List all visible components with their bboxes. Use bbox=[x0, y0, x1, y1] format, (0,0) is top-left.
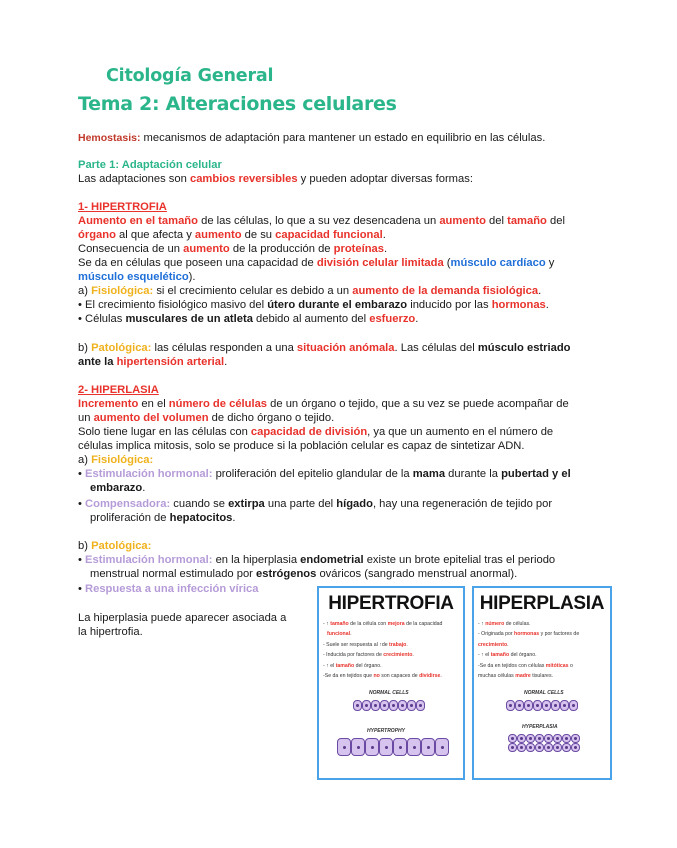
hiperplasia-note-1: La hiperplasia puede aparecer asociada a bbox=[78, 612, 287, 624]
hyperplasia-cells-row bbox=[508, 743, 580, 752]
hipertrofia-card-line-1: - ↑ tamaño de la célula con mejora de la capacidad bbox=[323, 621, 443, 627]
normal-cell bbox=[353, 700, 362, 711]
hiperplasia-card-line-2: - Originada por hormonas y por factores de bbox=[478, 631, 580, 637]
doc-title: Citología General bbox=[106, 66, 274, 86]
hiperplasia-card-line-6: muchas células madre tisulares. bbox=[478, 673, 553, 679]
normal-cells-row bbox=[353, 700, 425, 711]
hyperplastic-cell bbox=[508, 743, 517, 752]
hypertrophy-cells-row bbox=[337, 738, 449, 756]
hyperplastic-cell bbox=[526, 734, 535, 743]
hipertrofia-card-title: HIPERTROFIA bbox=[328, 593, 454, 614]
hyperplastic-cell bbox=[571, 743, 580, 752]
hiperplasia-line-6: • Estimulación hormonal: proliferación del epitelio glandular de la mama durante la pubertad y el bbox=[78, 468, 571, 480]
hipertrofia-line-8: • Células musculares de un atleta debido al aumento del esfuerzo. bbox=[78, 313, 419, 325]
hipertrofia-line-7: • El crecimiento fisiológico masivo del útero durante el embarazo inducido por las hormonas. bbox=[78, 299, 549, 311]
normal-cell bbox=[560, 700, 569, 711]
hypertrophic-cell bbox=[407, 738, 421, 756]
hyperplastic-cell bbox=[535, 734, 544, 743]
hypertrophic-cell bbox=[337, 738, 351, 756]
hypertrophic-cell bbox=[393, 738, 407, 756]
hipertrofia-line-2: órgano al que afecta y aumento de su capacidad funcional. bbox=[78, 229, 386, 241]
hyperplasia-cells-block bbox=[508, 734, 580, 752]
hypertrophic-cell bbox=[421, 738, 435, 756]
hiperplasia-line-4: células implica mitosis, solo se produce si la población celular es capaz de sintetizar ADN. bbox=[78, 440, 525, 452]
hyperplastic-cell bbox=[553, 734, 562, 743]
hiperplasia-line-5: a) Fisiológica: bbox=[78, 454, 154, 466]
hipertrofia-card-line-6: -Se da en tejidos que no son capaces de dividirse. bbox=[323, 673, 442, 679]
hiperplasia-line-9: proliferación de hepatocitos. bbox=[90, 512, 236, 524]
hipertrofia-card-line-5: - ↑ el tamaño del órgano. bbox=[323, 663, 382, 669]
hipertrofia-line-3: Consecuencia de un aumento de la producción de proteínas. bbox=[78, 243, 388, 255]
normal-cell bbox=[515, 700, 524, 711]
hyperplasia-cells-row bbox=[508, 734, 580, 743]
hiperplasia-note-2: la hipertrofia. bbox=[78, 626, 143, 638]
normal-cells-label: NORMAL CELLS bbox=[524, 690, 564, 696]
hipertrofia-line-6: a) Fisiológica: si el crecimiento celular es debido a un aumento de la demanda fisiológica. bbox=[78, 285, 542, 297]
hiperplasia-line-12: menstrual normal estimulado por estrógenos ováricos (sangrado menstrual anormal). bbox=[90, 568, 518, 580]
hipertrofia-line-1: Aumento en el tamaño de las células, lo que a su vez desencadena un aumento del tamaño del bbox=[78, 215, 565, 227]
hyperplastic-cell bbox=[562, 734, 571, 743]
hyperplasia-label: HYPERPLASIA bbox=[522, 724, 558, 730]
hiperplasia-line-10: b) Patológica: bbox=[78, 540, 152, 552]
normal-cell bbox=[542, 700, 551, 711]
hyperplastic-cell bbox=[535, 743, 544, 752]
hyperplastic-cell bbox=[508, 734, 517, 743]
hipertrofia-card-line-4: - Inducida por factores de crecimiento. bbox=[323, 652, 414, 658]
normal-cells-label: NORMAL CELLS bbox=[369, 690, 409, 696]
hypertrophic-cell bbox=[435, 738, 449, 756]
hipertrofia-line-5: músculo esquelético). bbox=[78, 271, 196, 283]
hipertrofia-line-4: Se da en células que poseen una capacidad de división celular limitada (músculo cardíaco y bbox=[78, 257, 555, 269]
hyperplastic-cell bbox=[517, 734, 526, 743]
hiperplasia-card-line-4: - ↑ el tamaño del órgano. bbox=[478, 652, 537, 658]
part1-intro: Las adaptaciones son cambios reversibles y pueden adoptar diversas formas: bbox=[78, 173, 473, 185]
hiperplasia-line-7: embarazo. bbox=[90, 482, 146, 494]
hyperplastic-cell bbox=[517, 743, 526, 752]
hiperplasia-line-8: • Compensadora: cuando se extirpa una parte del hígado, hay una regeneración de tejido por bbox=[78, 498, 553, 510]
hiperplasia-line-2: un aumento del volumen de dicho órgano o tejido. bbox=[78, 412, 335, 424]
hypertrophic-cell bbox=[379, 738, 393, 756]
hipertrofia-line-9: b) Patológica: las células responden a una situación anómala. Las células del músculo estriado bbox=[78, 342, 571, 354]
hyperplastic-cell bbox=[544, 734, 553, 743]
hyperplastic-cell bbox=[553, 743, 562, 752]
hyperplastic-cell bbox=[544, 743, 553, 752]
hiperplasia-line-3: Solo tiene lugar en las células con capacidad de división, ya que un aumento en el número de bbox=[78, 426, 554, 438]
doc-subtitle: Tema 2: Alteraciones celulares bbox=[78, 93, 397, 115]
hiperplasia-card-line-1: - ↑ número de células. bbox=[478, 621, 531, 627]
normal-cell bbox=[416, 700, 425, 711]
hyperplastic-cell bbox=[571, 734, 580, 743]
hiperplasia-card-title: HIPERPLASIA bbox=[479, 593, 605, 614]
normal-cell bbox=[407, 700, 416, 711]
normal-cell bbox=[524, 700, 533, 711]
normal-cell bbox=[506, 700, 515, 711]
normal-cell bbox=[362, 700, 371, 711]
hyperplastic-cell bbox=[562, 743, 571, 752]
hiperplasia-heading: 2- HIPERLASIA bbox=[78, 384, 159, 396]
normal-cells-row bbox=[506, 700, 578, 711]
normal-cell bbox=[569, 700, 578, 711]
normal-cell bbox=[551, 700, 560, 711]
hipertrofia-line-10: ante la hipertensión arterial. bbox=[78, 356, 228, 368]
hiperplasia-card-line-5: -Se da en tejidos con células mitóticas o bbox=[478, 663, 573, 669]
intro-line: Hemostasis: mecanismos de adaptación para mantener un estado en equilibrio en las células. bbox=[78, 132, 546, 144]
normal-cell bbox=[380, 700, 389, 711]
hypertrophic-cell bbox=[351, 738, 365, 756]
hiperplasia-line-11: • Estimulación hormonal: en la hiperplasia endometrial existe un brote epitelial tras el periodo bbox=[78, 554, 556, 566]
normal-cell bbox=[533, 700, 542, 711]
normal-cell bbox=[371, 700, 380, 711]
hypertrophy-label: HYPERTROPHY bbox=[367, 728, 405, 734]
hipertrofia-card bbox=[317, 586, 465, 780]
hypertrophic-cell bbox=[365, 738, 379, 756]
hiperplasia-card bbox=[472, 586, 612, 780]
hipertrofia-heading: 1- HIPERTROFIA bbox=[78, 201, 167, 213]
normal-cell bbox=[398, 700, 407, 711]
hiperplasia-line-1: Incremento en el número de células de un órgano o tejido, que a su vez se puede acompañar de bbox=[78, 398, 569, 410]
normal-cell bbox=[389, 700, 398, 711]
part1-heading: Parte 1: Adaptación celular bbox=[78, 159, 222, 171]
hipertrofia-card-line-2: funcional. bbox=[327, 631, 352, 637]
hiperplasia-line-13: • Respuesta a una infección vírica bbox=[78, 583, 259, 595]
hyperplastic-cell bbox=[526, 743, 535, 752]
hipertrofia-card-line-3: - Suele ser respuesta al ↑de trabajo. bbox=[323, 642, 408, 648]
hiperplasia-card-line-3: crecimiento. bbox=[478, 642, 509, 648]
